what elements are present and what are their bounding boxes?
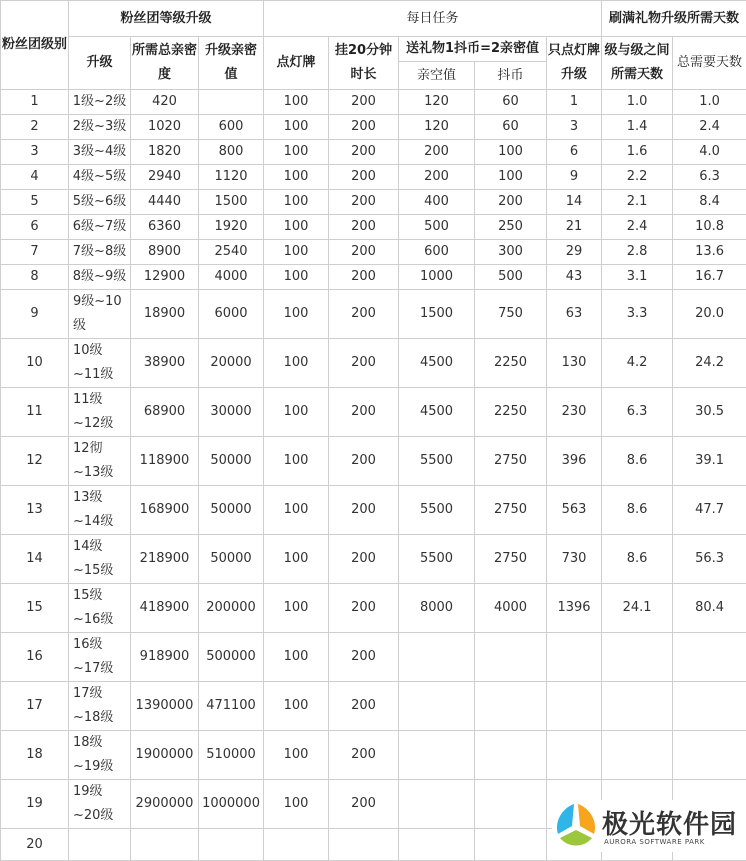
cell-intimacy-value [399,780,475,829]
header-upgrade: 升级 [69,37,131,90]
cell-days-between: 1.6 [602,140,673,165]
cell-light-badge: 100 [264,535,329,584]
table-row [1,140,746,165]
cell-total-days: 24.2 [673,339,746,388]
header-coins: 抖币 [475,62,547,90]
cell-coins: 100 [475,165,547,190]
cell-light-badge: 100 [264,339,329,388]
cell-upgrade-intimacy: 2540 [199,240,264,265]
cell-hang-20: 200 [329,633,399,682]
cell-upgrade-intimacy: 1920 [199,215,264,240]
cell-level: 10 [1,339,69,388]
cell-upgrade-intimacy [199,829,264,861]
cell-total-intimacy: 38900 [131,339,199,388]
cell-only-light: 563 [547,486,602,535]
cell-only-light [547,682,602,731]
cell-intimacy-value: 5500 [399,535,475,584]
cell-only-light: 9 [547,165,602,190]
cell-hang-20 [329,829,399,861]
cell-days-between: 2.4 [602,215,673,240]
header-daily-tasks: 每日任务 [264,1,602,37]
cell-coins: 100 [475,140,547,165]
cell-light-badge: 100 [264,190,329,215]
cell-level: 20 [1,829,69,861]
cell-light-badge: 100 [264,437,329,486]
cell-total-days: 30.5 [673,388,746,437]
cell-upgrade: 13级~14级 [69,486,131,535]
cell-only-light: 230 [547,388,602,437]
cell-light-badge: 100 [264,240,329,265]
cell-days-between: 1.4 [602,115,673,140]
cell-hang-20: 200 [329,115,399,140]
cell-coins [475,682,547,731]
cell-upgrade: 19级~20级 [69,780,131,829]
cell-total-intimacy: 118900 [131,437,199,486]
cell-light-badge [264,829,329,861]
cell-upgrade-intimacy: 50000 [199,535,264,584]
cell-days-between: 8.6 [602,437,673,486]
cell-total-intimacy: 218900 [131,535,199,584]
cell-total-days: 2.4 [673,115,746,140]
header-total-days: 总需要天数 [673,37,746,90]
cell-upgrade: 8级~9级 [69,265,131,290]
table-row [1,240,746,265]
table-row [1,90,746,115]
cell-light-badge: 100 [264,388,329,437]
cell-upgrade-intimacy: 471100 [199,682,264,731]
table-row [1,633,746,682]
cell-total-days: 4.0 [673,140,746,165]
cell-total-days: 56.3 [673,535,746,584]
cell-intimacy-value: 4500 [399,339,475,388]
cell-only-light: 63 [547,290,602,339]
header-level: 粉丝团级别 [1,1,69,90]
cell-upgrade-intimacy: 600 [199,115,264,140]
cell-upgrade-intimacy: 500000 [199,633,264,682]
cell-coins: 200 [475,190,547,215]
cell-hang-20: 200 [329,215,399,240]
table-row [1,115,746,140]
cell-only-light: 21 [547,215,602,240]
cell-intimacy-value [399,682,475,731]
cell-light-badge: 100 [264,115,329,140]
cell-hang-20: 200 [329,486,399,535]
cell-upgrade: 12彻~13级 [69,437,131,486]
cell-days-between: 2.1 [602,190,673,215]
cell-total-intimacy: 418900 [131,584,199,633]
cell-upgrade-intimacy: 1500 [199,190,264,215]
cell-only-light: 6 [547,140,602,165]
cell-total-days [673,682,746,731]
cell-coins [475,780,547,829]
cell-light-badge: 100 [264,682,329,731]
cell-upgrade-intimacy [199,90,264,115]
cell-intimacy-value: 120 [399,115,475,140]
cell-upgrade-intimacy: 1120 [199,165,264,190]
cell-intimacy-value [399,633,475,682]
cell-coins: 2250 [475,339,547,388]
cell-upgrade: 6级~7级 [69,215,131,240]
cell-coins [475,731,547,780]
cell-upgrade: 11级~12级 [69,388,131,437]
cell-coins [475,633,547,682]
cell-total-days: 20.0 [673,290,746,339]
header-days-between: 级与级之间所需天数 [602,37,673,90]
aurora-logo-icon [552,800,600,850]
cell-upgrade [69,829,131,861]
cell-upgrade: 14级~15级 [69,535,131,584]
cell-coins: 4000 [475,584,547,633]
cell-light-badge: 100 [264,165,329,190]
cell-hang-20: 200 [329,90,399,115]
cell-total-intimacy: 918900 [131,633,199,682]
cell-level: 18 [1,731,69,780]
cell-coins: 60 [475,115,547,140]
cell-days-between: 3.3 [602,290,673,339]
cell-level: 2 [1,115,69,140]
cell-days-between: 2.8 [602,240,673,265]
cell-upgrade-intimacy: 20000 [199,339,264,388]
header-upgrade-intimacy: 升级亲密值 [199,37,264,90]
cell-only-light: 396 [547,437,602,486]
cell-level: 19 [1,780,69,829]
cell-total-days: 10.8 [673,215,746,240]
cell-upgrade: 5级~6级 [69,190,131,215]
cell-hang-20: 200 [329,140,399,165]
cell-days-between: 2.2 [602,165,673,190]
cell-intimacy-value: 120 [399,90,475,115]
table-row [1,190,746,215]
cell-upgrade: 10级~11级 [69,339,131,388]
cell-level: 16 [1,633,69,682]
cell-coins: 250 [475,215,547,240]
cell-hang-20: 200 [329,388,399,437]
cell-upgrade: 3级~4级 [69,140,131,165]
watermark-name: 极光软件园 [602,804,737,841]
cell-total-intimacy [131,829,199,861]
cell-upgrade-intimacy: 800 [199,140,264,165]
table-row [1,731,746,780]
cell-intimacy-value: 600 [399,240,475,265]
cell-upgrade-intimacy: 30000 [199,388,264,437]
cell-only-light: 1 [547,90,602,115]
cell-intimacy-value: 4500 [399,388,475,437]
header-gift: 送礼物1抖币=2亲密值 [399,37,547,62]
cell-total-intimacy: 2940 [131,165,199,190]
table-row [1,290,746,339]
header-light-badge: 点灯牌 [264,37,329,90]
cell-days-between: 24.1 [602,584,673,633]
table-row [1,165,746,190]
cell-only-light: 14 [547,190,602,215]
cell-only-light: 43 [547,265,602,290]
table-row [1,388,746,437]
cell-total-intimacy: 168900 [131,486,199,535]
cell-coins: 60 [475,90,547,115]
cell-level: 12 [1,437,69,486]
header-upgrade-group: 粉丝团等级升级 [69,1,264,37]
cell-upgrade-intimacy: 1000000 [199,780,264,829]
cell-coins: 2750 [475,486,547,535]
cell-total-intimacy: 18900 [131,290,199,339]
cell-total-intimacy: 6360 [131,215,199,240]
header-total-intimacy: 所需总亲密度 [131,37,199,90]
cell-coins: 300 [475,240,547,265]
cell-days-between: 4.2 [602,339,673,388]
cell-upgrade: 9级~10级 [69,290,131,339]
table-row [1,535,746,584]
cell-days-between [602,682,673,731]
cell-upgrade: 15级~16级 [69,584,131,633]
cell-light-badge: 100 [264,290,329,339]
cell-intimacy-value: 200 [399,140,475,165]
cell-upgrade: 4级~5级 [69,165,131,190]
cell-level: 15 [1,584,69,633]
cell-hang-20: 200 [329,240,399,265]
cell-intimacy-value [399,829,475,861]
cell-total-intimacy: 12900 [131,265,199,290]
cell-only-light: 1396 [547,584,602,633]
cell-only-light: 730 [547,535,602,584]
cell-level: 14 [1,535,69,584]
cell-days-between: 8.6 [602,486,673,535]
table-row [1,584,746,633]
header-intimacy-value: 亲空值 [399,62,475,90]
cell-upgrade: 1级~2级 [69,90,131,115]
header-only-light: 只点灯牌升级 [547,37,602,90]
cell-upgrade: 16级~17级 [69,633,131,682]
cell-upgrade-intimacy: 6000 [199,290,264,339]
cell-level: 7 [1,240,69,265]
table-row [1,215,746,240]
cell-hang-20: 200 [329,165,399,190]
cell-hang-20: 200 [329,584,399,633]
header-hang-20: 挂20分钟时长 [329,37,399,90]
cell-total-days: 8.4 [673,190,746,215]
cell-coins: 750 [475,290,547,339]
cell-intimacy-value: 500 [399,215,475,240]
cell-upgrade: 18级~19级 [69,731,131,780]
cell-total-intimacy: 420 [131,90,199,115]
cell-total-intimacy: 1820 [131,140,199,165]
cell-light-badge: 100 [264,633,329,682]
cell-total-days [673,731,746,780]
cell-coins [475,829,547,861]
cell-level: 5 [1,190,69,215]
cell-hang-20: 200 [329,682,399,731]
cell-level: 9 [1,290,69,339]
cell-days-between [602,731,673,780]
table-row [1,486,746,535]
cell-intimacy-value: 200 [399,165,475,190]
cell-coins: 2250 [475,388,547,437]
cell-only-light: 29 [547,240,602,265]
cell-light-badge: 100 [264,215,329,240]
cell-light-badge: 100 [264,265,329,290]
cell-days-between: 8.6 [602,535,673,584]
table-row [1,437,746,486]
cell-coins: 500 [475,265,547,290]
cell-days-between: 3.1 [602,265,673,290]
table-row [1,682,746,731]
cell-level: 17 [1,682,69,731]
cell-total-intimacy: 4440 [131,190,199,215]
cell-intimacy-value: 1500 [399,290,475,339]
cell-total-intimacy: 2900000 [131,780,199,829]
cell-total-days: 47.7 [673,486,746,535]
cell-level: 11 [1,388,69,437]
cell-hang-20: 200 [329,535,399,584]
cell-light-badge: 100 [264,584,329,633]
cell-only-light [547,731,602,780]
cell-total-days: 13.6 [673,240,746,265]
cell-days-between: 6.3 [602,388,673,437]
cell-hang-20: 200 [329,339,399,388]
watermark-logo [552,800,746,852]
watermark-subtitle: AURORA SOFTWARE PARK [604,838,705,846]
cell-upgrade: 17级~18级 [69,682,131,731]
cell-level: 8 [1,265,69,290]
cell-light-badge: 100 [264,780,329,829]
cell-light-badge: 100 [264,90,329,115]
cell-only-light: 3 [547,115,602,140]
cell-upgrade: 2级~3级 [69,115,131,140]
cell-only-light [547,633,602,682]
cell-coins: 2750 [475,437,547,486]
cell-total-intimacy: 8900 [131,240,199,265]
cell-upgrade: 7级~8级 [69,240,131,265]
cell-light-badge: 100 [264,140,329,165]
cell-hang-20: 200 [329,290,399,339]
cell-upgrade-intimacy: 4000 [199,265,264,290]
cell-total-days: 1.0 [673,90,746,115]
cell-intimacy-value: 1000 [399,265,475,290]
cell-total-days: 6.3 [673,165,746,190]
cell-hang-20: 200 [329,190,399,215]
cell-level: 4 [1,165,69,190]
cell-total-intimacy: 1390000 [131,682,199,731]
cell-upgrade-intimacy: 50000 [199,486,264,535]
cell-total-days: 80.4 [673,584,746,633]
cell-total-intimacy: 1900000 [131,731,199,780]
cell-intimacy-value [399,731,475,780]
cell-light-badge: 100 [264,731,329,780]
cell-level: 1 [1,90,69,115]
cell-level: 6 [1,215,69,240]
cell-hang-20: 200 [329,437,399,486]
header-gift-days: 刷满礼物升级所需天数 [602,1,746,37]
cell-intimacy-value: 8000 [399,584,475,633]
cell-days-between [602,633,673,682]
cell-upgrade-intimacy: 510000 [199,731,264,780]
table-row [1,339,746,388]
cell-total-days [673,633,746,682]
cell-intimacy-value: 5500 [399,486,475,535]
cell-total-days: 39.1 [673,437,746,486]
cell-upgrade-intimacy: 200000 [199,584,264,633]
cell-upgrade-intimacy: 50000 [199,437,264,486]
cell-days-between: 1.0 [602,90,673,115]
cell-hang-20: 200 [329,265,399,290]
cell-total-intimacy: 68900 [131,388,199,437]
cell-level: 13 [1,486,69,535]
table-row [1,265,746,290]
cell-total-days: 16.7 [673,265,746,290]
cell-level: 3 [1,140,69,165]
cell-intimacy-value: 400 [399,190,475,215]
cell-only-light: 130 [547,339,602,388]
cell-hang-20: 200 [329,780,399,829]
cell-coins: 2750 [475,535,547,584]
cell-light-badge: 100 [264,486,329,535]
cell-total-intimacy: 1020 [131,115,199,140]
cell-intimacy-value: 5500 [399,437,475,486]
cell-hang-20: 200 [329,731,399,780]
